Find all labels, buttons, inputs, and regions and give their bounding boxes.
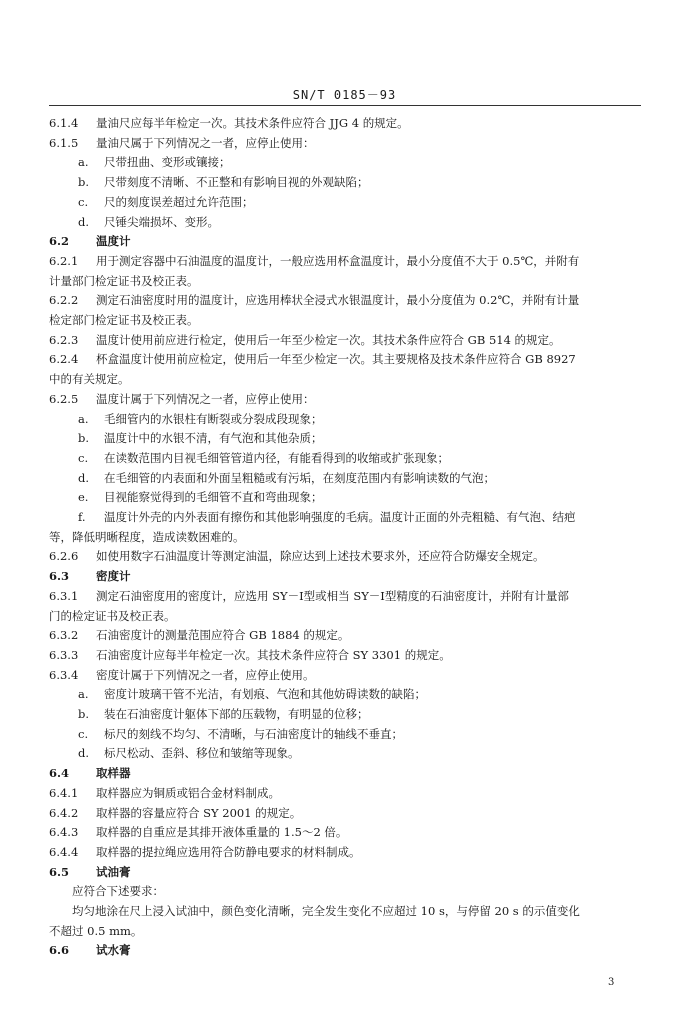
section-heading [0,940,689,960]
list-item [0,507,689,527]
list-item [0,172,689,192]
text-line [0,389,689,409]
item-marker: c. [78,727,89,741]
item-marker: b. [78,707,90,721]
text-line [0,783,689,803]
line-text: 计量部门检定证书及校正表。 [49,274,199,288]
header-rule [49,105,641,106]
line-text: 应符合下述要求： [72,884,164,898]
line-text: 密度计玻璃干管不光洁，有划痕、气泡和其他妨碍读数的缺陷； [104,687,426,701]
list-item [0,192,689,212]
clause-number: 6.4.3 [49,825,79,839]
clause-number: 6.4 [49,766,70,780]
text-line [0,369,689,389]
line-text: 尺带扭曲、变形或镶接； [104,155,231,169]
clause-number: 6.1.4 [49,116,79,130]
line-text: 在毛细管的内表面和外面呈粗糙或有污垢，在刻度范围内有影响读数的气泡； [104,471,495,485]
item-marker: a. [78,155,89,169]
item-marker: f. [78,510,86,524]
line-text: 检定部门检定证书及校正表。 [49,313,199,327]
line-text: 用于测定容器中石油温度的温度计，一般应选用杯盒温度计，最小分度值不大于 0.5℃，并附有 [96,254,580,268]
line-text: 门的检定证书及校正表。 [49,609,176,623]
text-line [0,310,689,330]
list-item [0,212,689,232]
clause-number: 6.5 [49,865,70,879]
line-text: 量油尺应每半年检定一次。其技术条件应符合 JJG 4 的规定。 [96,116,409,130]
line-text: 中的有关规定。 [49,372,130,386]
clause-number: 6.3.2 [49,628,79,642]
item-marker: a. [78,412,89,426]
item-marker: e. [78,490,89,504]
text-line [0,625,689,645]
line-text: 温度计中的水银不清，有气泡和其他杂质； [104,431,323,445]
line-text: 在读数范围内目视毛细管管道内径，有能看得到的收缩或扩张现象； [104,451,449,465]
line-text: 取样器的容量应符合 SY 2001 的规定。 [96,806,302,820]
clause-number: 6.3.1 [49,589,79,603]
line-text: 标尺的刻线不均匀、不清晰，与石油密度计的轴线不垂直； [104,727,403,741]
line-text: 试油膏 [96,865,131,879]
list-item [0,152,689,172]
clause-number: 6.3 [49,569,70,583]
line-text: 温度计使用前应进行检定，使用后一年至少检定一次。其技术条件应符合 GB 514 的规定。 [96,333,561,347]
section-heading [0,231,689,251]
section-heading [0,763,689,783]
line-text: 石油密度计应每半年检定一次。其技术条件应符合 SY 3301 的规定。 [96,648,451,662]
list-item [0,684,689,704]
text-line [0,921,689,941]
line-text: 温度计属于下列情况之一者，应停止使用： [96,392,315,406]
text-line [0,251,689,271]
text-line [0,546,689,566]
line-text: 杯盒温度计使用前应检定，使用后一年至少检定一次。其主要规格及技术条件应符合 GB 8927 [96,352,576,366]
clause-number: 6.4.4 [49,845,79,859]
line-text: 取样器 [96,766,131,780]
line-text: 取样器的自重应是其排开液体重量的 1.5～2 倍。 [96,825,348,839]
list-item [0,724,689,744]
line-text: 如使用数字石油温度计等测定油温，除应达到上述技术要求外，还应符合防爆安全规定。 [96,549,545,563]
clause-number: 6.2.2 [49,293,79,307]
list-item [0,468,689,488]
item-marker: c. [78,195,89,209]
text-line [0,349,689,369]
text-line [0,803,689,823]
page-header: SN/T 0185－93 [292,88,397,102]
text-line [0,645,689,665]
clause-number: 6.2 [49,234,70,248]
section-heading [0,862,689,882]
list-item [0,428,689,448]
line-text: 尺锤尖端损坏、变形。 [104,215,219,229]
line-text: 密度计属于下列情况之一者，应停止使用。 [96,668,315,682]
text-line [0,665,689,685]
line-text: 测定石油密度时用的温度计，应选用棒状全浸式水银温度计，最小分度值为 0.2℃，并附有计量 [96,293,580,307]
line-text: 取样器应为铜质或铝合金材料制成。 [96,786,280,800]
text-line [0,330,689,350]
line-text: 标尺松动、歪斜、移位和皱缩等现象。 [104,746,300,760]
text-line [0,606,689,626]
text-line [0,842,689,862]
item-marker: d. [78,746,90,760]
line-text: 测定石油密度用的密度计，应选用 SY－Ⅰ型或相当 SY－Ⅰ型精度的石油密度计，并附有计量部 [96,589,569,603]
list-item [0,448,689,468]
line-text: 量油尺属于下列情况之一者，应停止使用： [96,136,315,150]
line-text: 密度计 [96,569,131,583]
text-line [0,271,689,291]
clause-number: 6.3.4 [49,668,79,682]
list-item [0,409,689,429]
line-text: 尺带刻度不清晰、不正整和有影响目视的外观缺陷； [104,175,369,189]
line-text: 目视能察觉得到的毛细管不直和弯曲现象； [104,490,323,504]
item-marker: c. [78,451,89,465]
text-line [0,527,689,547]
text-line [0,901,689,921]
clause-number: 6.1.5 [49,136,79,150]
line-text: 装在石油密度计躯体下部的压载物，有明显的位移； [104,707,369,721]
list-item [0,743,689,763]
item-marker: a. [78,687,89,701]
clause-number: 6.6 [49,943,70,957]
text-line [0,822,689,842]
text-line [0,290,689,310]
clause-number: 6.2.6 [49,549,79,563]
line-text: 尺的刻度误差超过允许范围； [104,195,254,209]
item-marker: d. [78,215,90,229]
line-text: 等，降低明晰程度，造成读数困难的。 [49,530,245,544]
item-marker: d. [78,471,90,485]
line-text: 毛细管内的水银柱有断裂或分裂成段现象； [104,412,323,426]
list-item [0,487,689,507]
line-text: 不超过 0.5 mm。 [49,924,143,938]
text-line [0,586,689,606]
line-text: 石油密度计的测量范围应符合 GB 1884 的规定。 [96,628,350,642]
clause-number: 6.2.3 [49,333,79,347]
text-line [0,133,689,153]
item-marker: b. [78,175,90,189]
line-text: 试水膏 [96,943,131,957]
clause-number: 6.2.1 [49,254,79,268]
clause-number: 6.4.1 [49,786,79,800]
line-text: 温度计 [96,234,131,248]
list-item [0,704,689,724]
line-text: 均匀地涂在尺上浸入试油中，颜色变化清晰，完全发生变化不应超过 10 s，与停留 20 s 的示值变化 [72,904,580,918]
clause-number: 6.4.2 [49,806,79,820]
text-line [0,113,689,133]
clause-number: 6.2.5 [49,392,79,406]
line-text: 温度计外壳的内外表面有擦伤和其他影响强度的毛病。温度计正面的外壳粗糙、有气泡、结疤 [104,510,576,524]
section-heading [0,566,689,586]
page-number: 3 [608,977,615,988]
line-text: 取样器的提拉绳应选用符合防静电要求的材料制成。 [96,845,361,859]
clause-number: 6.3.3 [49,648,79,662]
item-marker: b. [78,431,90,445]
text-line [0,881,689,901]
clause-number: 6.2.4 [49,352,79,366]
